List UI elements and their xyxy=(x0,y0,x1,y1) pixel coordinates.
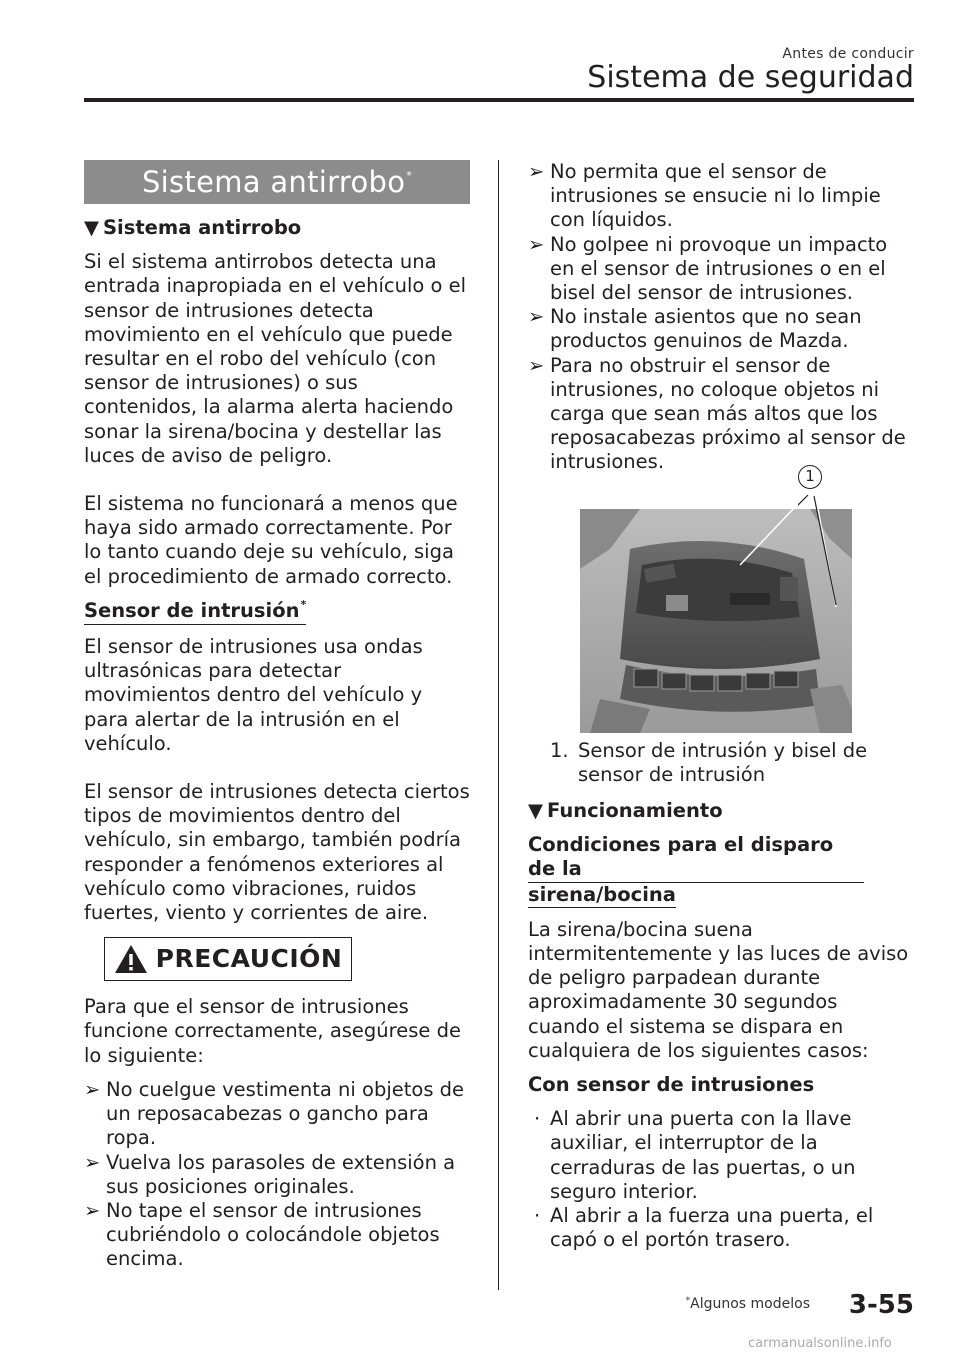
left-column xyxy=(84,160,470,1282)
paragraph: La sirena/bocina suena intermitentemente y las luces de aviso de peligro parpadean durante aproximadamente 30 segundos cuando el sistema se dispara en cualquiera de los siguientes casos: xyxy=(528,917,909,1062)
list-item xyxy=(84,1199,470,1272)
sensor-heading xyxy=(84,599,306,625)
footnote xyxy=(686,1296,810,1312)
list-item xyxy=(528,1107,912,1204)
arrow-bullet-icon: ➢ xyxy=(528,232,545,256)
sensor-heading-text: Sensor de intrusión xyxy=(84,598,300,622)
caution-intro: Para que el sensor de intrusiones funcione correctamente, asegúrese de lo siguiente: xyxy=(84,995,461,1067)
list-item-text: No golpee ni provoque un impacto en el sensor de intrusiones o en el bisel del sensor de intrusiones. xyxy=(550,232,888,305)
caution-box xyxy=(104,937,352,981)
arrow-bullet-icon: ➢ xyxy=(528,353,545,377)
subheading-funcionamiento xyxy=(528,799,912,823)
trigger-list xyxy=(528,1107,912,1252)
heading-line: Condiciones para el disparo de la xyxy=(528,833,864,882)
list-item-text: No permita que el sensor de intrusiones se ensucie ni lo limpie con líquidos. xyxy=(550,160,881,232)
header-section: Antes de conducir xyxy=(782,46,914,62)
arrow-bullet-icon: ➢ xyxy=(84,1077,101,1101)
arrow-bullet-icon: ➢ xyxy=(84,1150,101,1174)
header-rule xyxy=(84,98,914,102)
trigger-conditions-heading xyxy=(528,833,912,908)
callout-1: 1 xyxy=(798,465,822,489)
intrusion-sensor-photo xyxy=(580,466,852,733)
caution-list xyxy=(84,1078,470,1272)
subheading-text: Sistema antirrobo xyxy=(103,216,302,239)
section-title-band xyxy=(84,160,470,204)
heading-line: sirena/bocina xyxy=(528,883,676,908)
list-item-text: No instale asientos que no sean productos genuinos de Mazda. xyxy=(550,305,862,353)
footnote-text: Algunos modelos xyxy=(690,1296,810,1312)
list-item-text: Para no obstruir el sensor de intrusiones, no coloque objetos ni carga que sean más altos que los reposacabezas próximo al sensor de intrusiones. xyxy=(550,353,906,474)
optional-marker: * xyxy=(300,597,307,611)
list-item-text: Vuelva los parasoles de extensión a sus posiciones originales. xyxy=(106,1150,456,1198)
paragraph: El sensor de intrusiones detecta ciertos tipos de movimientos dentro del vehículo, sin embargo, también podría responder a fenómenos exteriores al vehículo como vibraciones, ruidos fuertes, viento y corrientes de aire. xyxy=(84,780,470,925)
warning-triangle-icon xyxy=(114,944,148,974)
list-item xyxy=(528,305,912,353)
column-divider xyxy=(498,160,499,1290)
list-item xyxy=(528,354,912,475)
dot-bullet-icon: · xyxy=(534,1107,541,1131)
triangle-down-icon: ▼ xyxy=(84,216,99,239)
footnote-star: * xyxy=(685,1296,691,1306)
list-item-text: No tape el sensor de intrusiones cubriéndolo o colocándole objetos encima. xyxy=(106,1198,440,1271)
caution-label: PRECAUCIÓN xyxy=(155,944,343,974)
watermark: carmanualsonline.info xyxy=(748,1336,892,1351)
subheading-text: Funcionamiento xyxy=(547,799,723,823)
list-item xyxy=(528,1204,912,1252)
subheading-antirrobo xyxy=(84,216,470,240)
list-item-text: Al abrir a la fuerza una puerta, el capó o el portón trasero. xyxy=(550,1204,874,1252)
list-item-text: No cuelgue vestimenta ni objetos de un reposacabezas o gancho para ropa. xyxy=(106,1077,465,1150)
list-item xyxy=(84,1151,470,1199)
list-item-text: Al abrir una puerta con la llave auxiliar, el interruptor de la cerraduras de las puertas, o un seguro interior. xyxy=(550,1107,856,1203)
page-number: 3-55 xyxy=(848,1290,914,1320)
paragraph: El sistema no funcionará a menos que haya sido armado correctamente. Por lo tanto cuando deje su vehículo, siga el procedimiento de armado correcto. xyxy=(84,492,458,588)
arrow-bullet-icon: ➢ xyxy=(528,160,545,183)
list-item xyxy=(528,233,912,306)
right-column xyxy=(528,160,912,1253)
paragraph: Si el sistema antirrobos detecta una entrada inapropiada en el vehículo o el sensor de intrusiones detecta movimiento en el vehículo que puede resultar en el robo del vehículo (con sensor de intrusiones) o sus contenidos, la alarma alerta haciendo sonar la sirena/bocina y destellar las luces de aviso de peligro. xyxy=(84,250,467,467)
optional-marker: * xyxy=(406,169,413,182)
figure-caption xyxy=(528,739,912,787)
with-sensor-heading: Con sensor de intrusiones xyxy=(528,1073,815,1097)
caution-list-continued xyxy=(528,160,912,475)
caption-number: 1. xyxy=(550,738,569,762)
arrow-bullet-icon: ➢ xyxy=(84,1198,101,1222)
list-item xyxy=(528,160,912,233)
dot-bullet-icon: · xyxy=(534,1204,541,1228)
arrow-bullet-icon: ➢ xyxy=(528,305,545,329)
section-title: Sistema antirrobo xyxy=(141,165,406,199)
paragraph: El sensor de intrusiones usa ondas ultrasónicas para detectar movimientos dentro del vehículo y para alertar de la intrusión en el vehículo. xyxy=(84,635,423,755)
caption-text: Sensor de intrusión y bisel de sensor de intrusión xyxy=(578,738,868,786)
triangle-down-icon: ▼ xyxy=(528,799,543,823)
list-item xyxy=(84,1078,470,1151)
header-title: Sistema de seguridad xyxy=(587,60,914,95)
